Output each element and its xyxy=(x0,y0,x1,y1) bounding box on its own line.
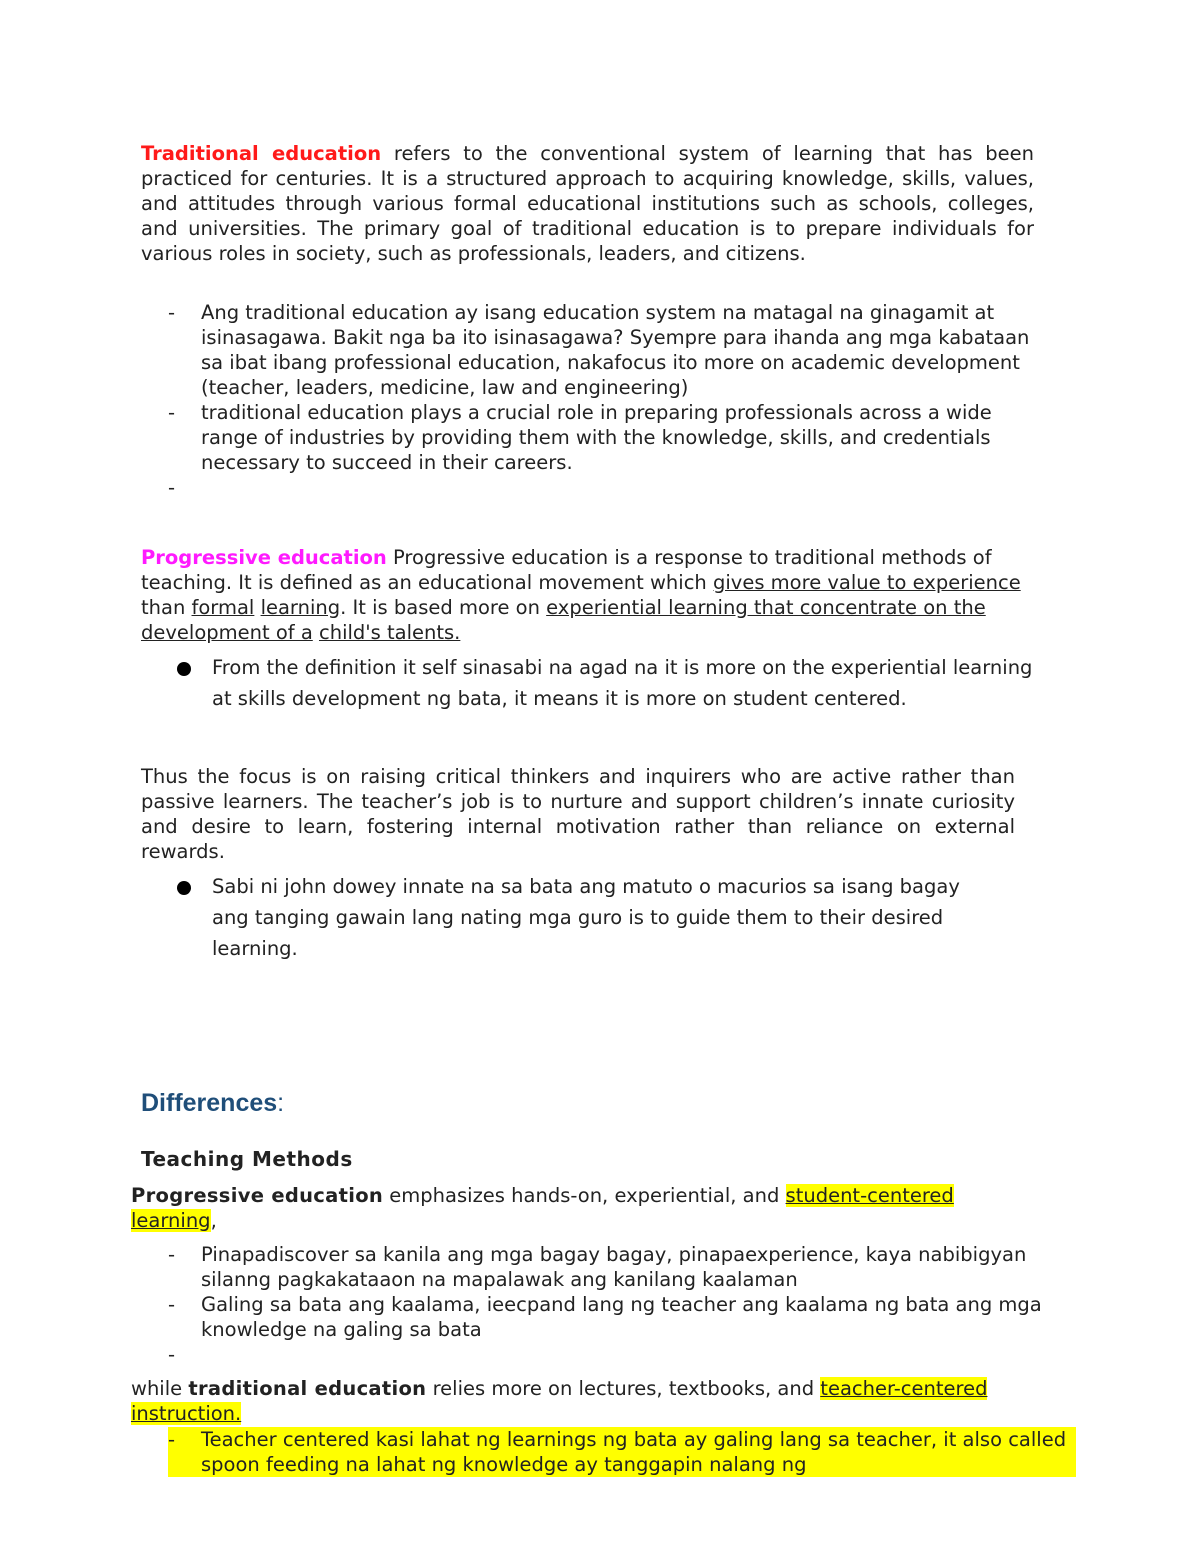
traditional-teaching-notes xyxy=(168,1427,1067,1477)
progressive-definition: Progressive education Progressive education is a response to traditional methods of teaching. It is defined as an educational movement which gives more value to experience than formal learning. It is based more on experiential learning that concentrate on the development of a child's talents. xyxy=(141,546,1021,644)
progressive-term: Progressive education xyxy=(141,546,387,569)
traditional-definition xyxy=(141,141,1034,266)
teaching-methods-subheading: Teaching Methods xyxy=(141,1147,353,1171)
traditional-definition-text: refers to the conventional system of learning that has been practiced for centuries. It is a structured approach to acquiring knowledge, skills, values, and attitudes through various formal educational institutions such as schools, colleges, and universities. The primary goal of traditional education is to prepare individuals for various roles in society, such as professionals, leaders, and citizens. xyxy=(141,142,1034,265)
progressive-thus-paragraph: Thus the focus is on raising critical thinkers and inquirers who are active rather than passive learners. The teacher’s job is to nurture and support children’s innate curiosity and desire to learn, fostering internal motivation rather than reliance on external rewards. xyxy=(141,765,1015,863)
bullet-icon xyxy=(177,881,191,895)
progressive-teaching-notes xyxy=(168,1242,1053,1367)
traditional-notes xyxy=(168,300,1053,500)
list-item: - Galing sa bata ang kaalama, ieecpand lang ng teacher ang kaalama ng bata ang mga knowledge na galing sa bata xyxy=(168,1293,1042,1341)
list-item: - Ang traditional education ay isang education system na matagal na ginagamit at isinasagawa. Bakit nga ba ito isinasagawa? Syempre para ihanda ang mga kabataan sa ibat ibang professional education, nakafocus ito more on academic development (teacher, leaders, medicine, law and engineering) xyxy=(168,301,1030,399)
progressive-bullet-1: From the definition it self sinasabi na agad na it is more on the experiential learning at skills development ng bata, it means it is more on student centered. xyxy=(177,652,1037,714)
list-item: - traditional education plays a crucial role in preparing professionals across a wide range of industries by providing them with the knowledge, skills, and credentials necessary to succeed in their careers. xyxy=(168,401,992,474)
progressive-bullet-2: Sabi ni john dowey innate na sa bata ang matuto o macurios sa isang bagay ang tanging gawain lang nating mga guro is to guide them to their desired learning. xyxy=(177,871,997,964)
list-item: - Teacher centered kasi lahat ng learnings ng bata ay galing lang sa teacher, it also called spoon feeding na lahat ng knowledge ay tanggapin nalang ng xyxy=(168,1427,1076,1477)
list-item: - xyxy=(168,1343,176,1366)
progressive-teaching-paragraph: Progressive education emphasizes hands-on, experiential, and student-centered learning, xyxy=(131,1184,954,1232)
list-item: - xyxy=(168,476,176,499)
list-item: - Pinapadiscover sa kanila ang mga bagay bagay, pinapaexperience, kaya nabibigyan silanng pagkakataaon na mapalawak ang kanilang kaalaman xyxy=(168,1243,1027,1291)
differences-heading: Differences: xyxy=(141,1089,285,1117)
traditional-term: Traditional education xyxy=(141,142,382,165)
traditional-teaching-paragraph: while traditional education relies more on lectures, textbooks, and teacher-centered instruction. xyxy=(131,1377,988,1425)
bullet-icon xyxy=(177,662,191,676)
